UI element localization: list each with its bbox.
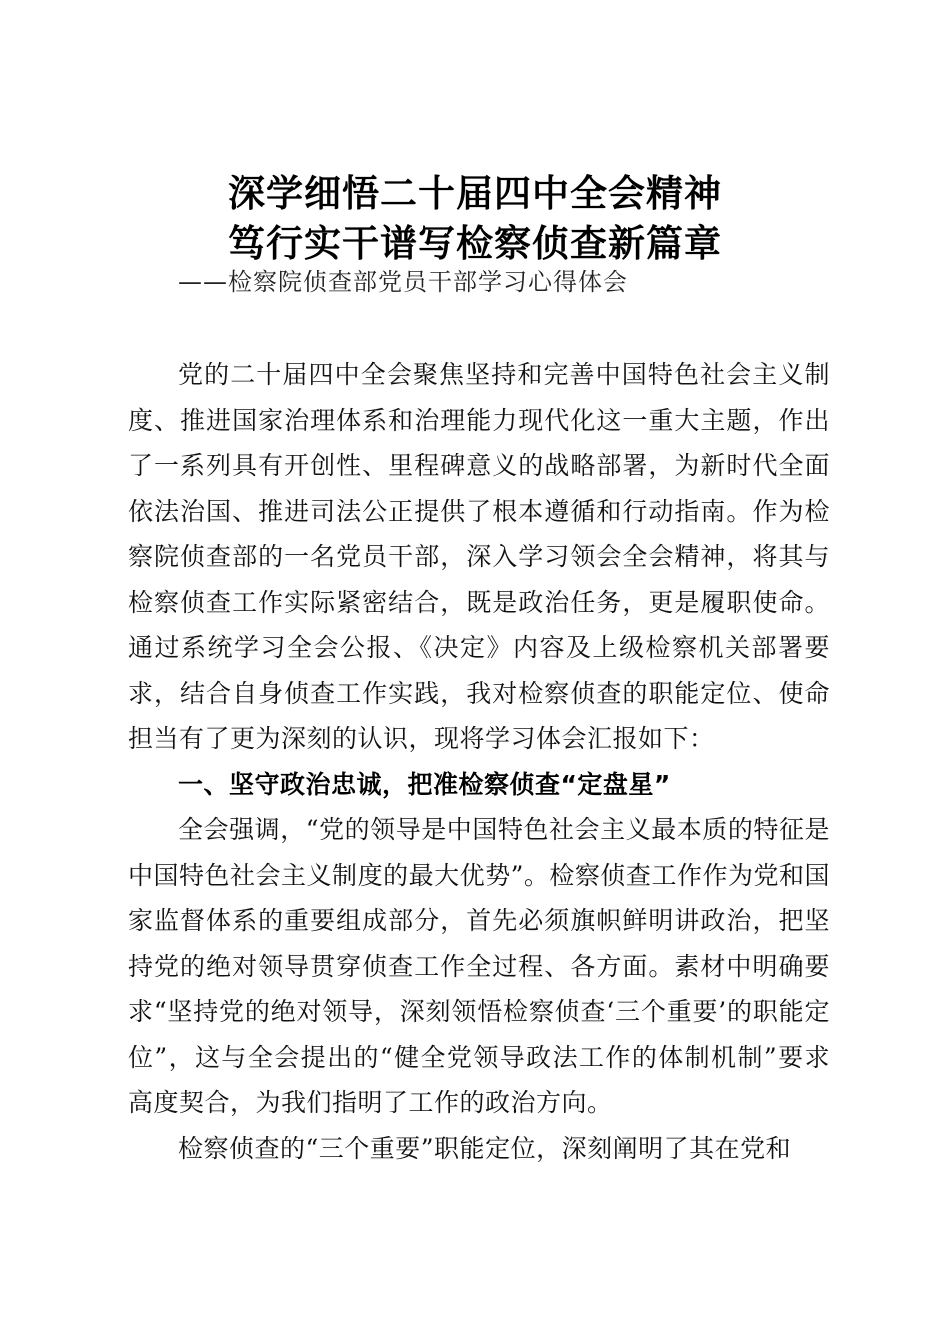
section-1-paragraph-2: 检察侦查的“三个重要”职能定位，深刻阐明了其在党和 (178, 1133, 792, 1163)
title-line-1: 深学细悟二十届四中全会精神 (228, 171, 722, 215)
subtitle: ——检察院侦查部党员干部学习心得体会 (178, 268, 628, 296)
intro-paragraph: 党的二十届四中全会聚焦坚持和完善中国特色社会主义制度、推进国家治理体系和治理能力现代化这一重大主题，作出了一系列具有开创性、里程碑意义的战略部署，为新时代全面依法治国、推进司法公正提供了根本遵循和行动指南。作为检察院侦查部的一名党员干部，深入学习领会全会精神，将其与检察侦查工作实际紧密结合，既是政治任务，更是履职使命。通过系统学习全会公报、《决定》内容及上级检察机关部署要求，结合自身侦查工作实践，我对检察侦查的职能定位、使命担当有了更为深刻的认识，现将学习体会汇报如下： (128, 360, 830, 753)
section-1-heading: 一、坚守政治忠诚，把准检察侦查“定盘星” (178, 769, 671, 799)
title-line-2: 笃行实干谱写检察侦查新篇章 (228, 221, 722, 265)
section-1-paragraph-1: 全会强调，“党的领导是中国特色社会主义最本质的特征是中国特色社会主义制度的最大优势”。检察侦查工作作为党和国家监督体系的重要组成部分，首先必须旗帜鲜明讲政治，把坚持党的绝对领导贯穿侦查工作全过程、各方面。素材中明确要求“坚持党的绝对领导，深刻领悟检察侦查‘三个重要’的职能定位”，这与全会提出的“健全党领导政法工作的体制机制”要求高度契合，为我们指明了工作的政治方向。 (128, 815, 830, 1117)
document-body (128, 352, 830, 1171)
title-block (0, 168, 950, 268)
